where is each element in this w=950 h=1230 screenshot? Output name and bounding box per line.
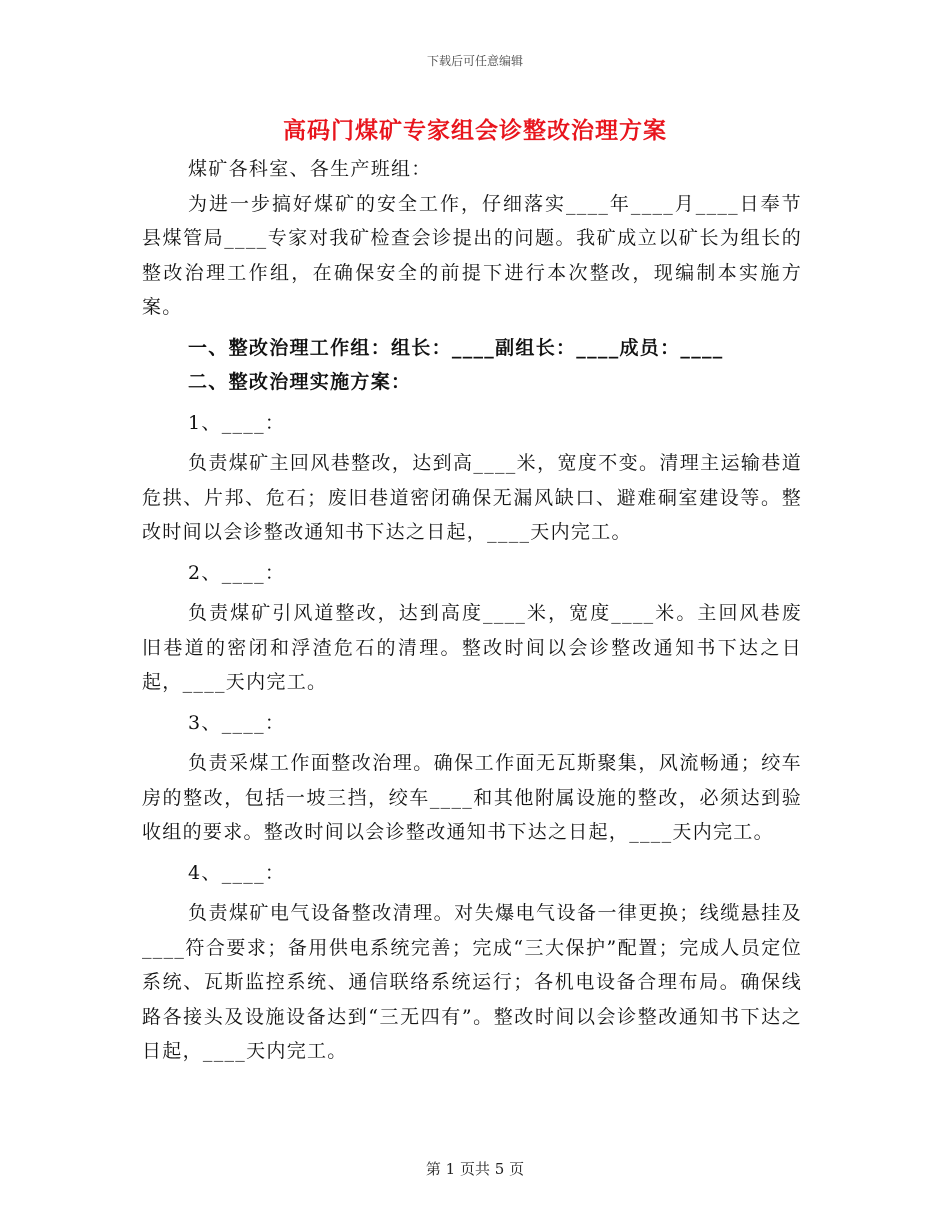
section-1-heading: 一、整改治理工作组：组长：____副组长：____成员：____ (188, 336, 724, 359)
item-3-text: 负责采煤工作面整改治理。确保工作面无瓦斯聚集，风流畅通；绞车房的整改，包括一坡三挡，绞车____和其他附属设施的整改，必须达到验收组的要求。整改时间以会诊整改通知书下达之日起，____天内完工。 (142, 752, 802, 843)
section-2-heading: 二、整改治理实施方案： (188, 371, 412, 393)
item-2-label: 2、____： (188, 561, 286, 584)
document-body (142, 152, 802, 1069)
salutation: 煤矿各科室、各生产班组： (188, 158, 432, 180)
document-title: 高码门煤矿专家组会诊整改治理方案 (283, 117, 667, 144)
item-3-label: 3、____： (188, 711, 286, 734)
intro-paragraph: 为进一步搞好煤矿的安全工作，仔细落实____年____月____日奉节县煤管局____专家对我矿检查会诊提出的问题。我矿成立以矿长为组长的整改治理工作组，在确保安全的前提下进行本次整改，现编制本实施方案。 (142, 192, 802, 318)
page-number: 第 1 页共 5 页 (425, 1160, 525, 1178)
item-2-text: 负责煤矿引风道整改，达到高度____米，宽度____米。主回风巷废旧巷道的密闭和浮渣危石的清理。整改时间以会诊整改通知书下达之日起，____天内完工。 (142, 602, 802, 693)
item-1-label: 1、____： (188, 411, 286, 434)
page-header: 下载后可任意编辑 (426, 54, 523, 68)
item-1-text: 负责煤矿主回风巷整改，达到高____米，宽度不变。清理主运输巷道危拱、片邦、危石；废旧巷道密闭确保无漏风缺口、避难硐室建设等。整改时间以会诊整改通知书下达之日起，____天内完工。 (142, 452, 802, 543)
item-4-text: 负责煤矿电气设备整改清理。对失爆电气设备一律更换；线缆悬挂及____符合要求；备用供电系统完善；完成“三大保护”配置；完成人员定位系统、瓦斯监控系统、通信联络系统运行；各机电设备合理布局。确保线路各接头及设施设备达到“三无四有”。整改时间以会诊整改通知书下达之日起，____天内完工。 (142, 902, 802, 1062)
item-4-label: 4、____： (188, 861, 286, 884)
